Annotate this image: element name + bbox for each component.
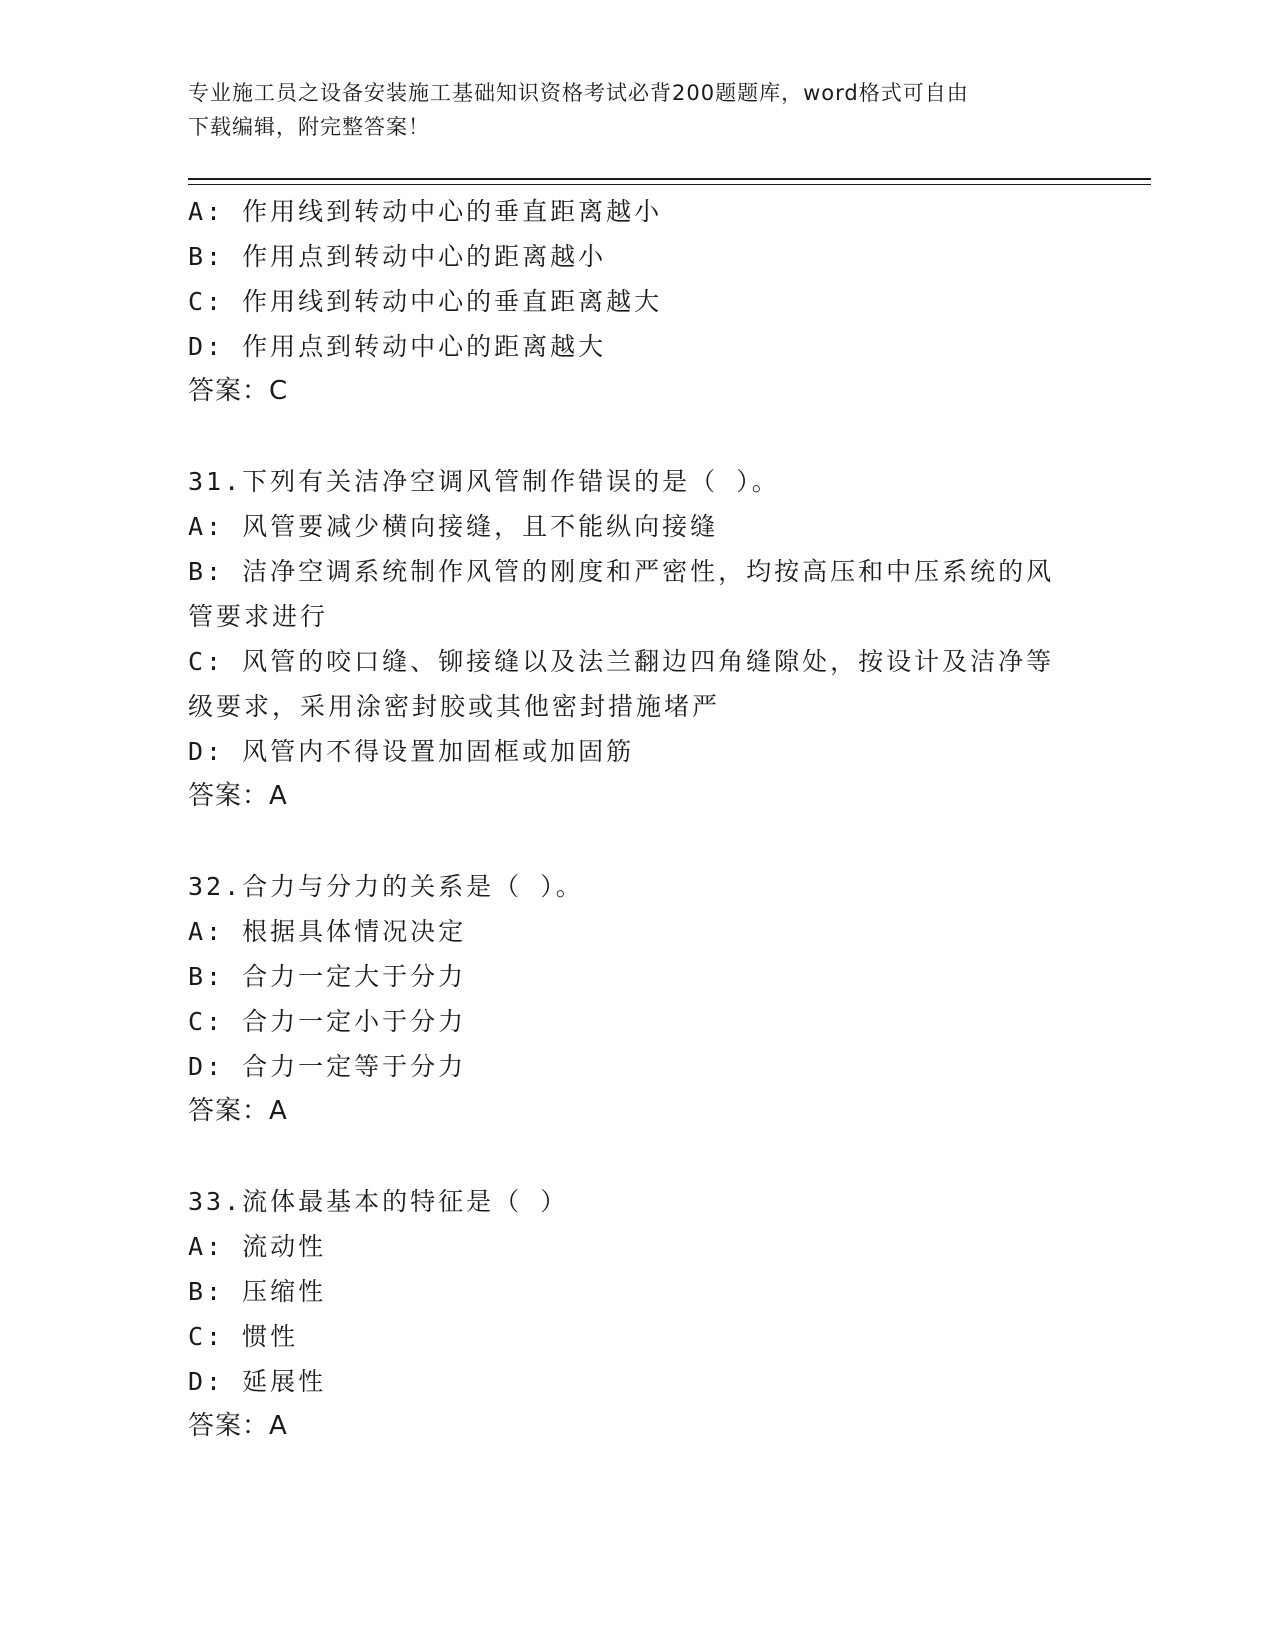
header-rule-thin bbox=[188, 184, 1151, 185]
question-33 bbox=[188, 1179, 1088, 1449]
option-a: A: 风管要减少横向接缝，且不能纵向接缝 bbox=[188, 512, 719, 541]
option-a: A: 根据具体情况决定 bbox=[188, 917, 467, 946]
question-text: 33.流体最基本的特征是（ ） bbox=[188, 1187, 569, 1216]
option-a: A: 作用线到转动中心的垂直距离越小 bbox=[188, 197, 663, 226]
answer: 答案：A bbox=[188, 1411, 288, 1441]
option-b: B: 压缩性 bbox=[188, 1277, 327, 1306]
option-a: A: 流动性 bbox=[188, 1232, 327, 1261]
question-32 bbox=[188, 864, 1088, 1134]
option-d: D: 合力一定等于分力 bbox=[188, 1052, 467, 1081]
option-c-line-2: 级要求，采用涂密封胶或其他密封措施堵严 bbox=[188, 692, 721, 721]
option-b: B: 作用点到转动中心的距离越小 bbox=[188, 242, 607, 271]
question-text: 31.下列有关洁净空调风管制作错误的是（ ）。 bbox=[188, 467, 780, 496]
option-c-line-1: C: 风管的咬口缝、铆接缝以及法兰翻边四角缝隙处，按设计及洁净等 bbox=[188, 647, 1055, 676]
option-c: C: 作用线到转动中心的垂直距离越大 bbox=[188, 287, 663, 316]
header-line-2: 下载编辑，附完整答案！ bbox=[188, 115, 430, 139]
option-d: D: 作用点到转动中心的距离越大 bbox=[188, 332, 607, 361]
question-31 bbox=[188, 459, 1088, 819]
option-d: D: 延展性 bbox=[188, 1367, 327, 1396]
spacer bbox=[188, 414, 1088, 459]
option-c: C: 惯性 bbox=[188, 1322, 299, 1351]
answer: 答案：A bbox=[188, 781, 288, 811]
spacer bbox=[188, 1134, 1088, 1179]
question-30 bbox=[188, 189, 1088, 414]
answer: 答案：A bbox=[188, 1096, 288, 1126]
option-b-line-2: 管要求进行 bbox=[188, 602, 329, 631]
option-c: C: 合力一定小于分力 bbox=[188, 1007, 467, 1036]
option-b-line-1: B: 洁净空调系统制作风管的刚度和严密性，均按高压和中压系统的风 bbox=[188, 557, 1055, 586]
header-line-1: 专业施工员之设备安装施工基础知识资格考试必背200题题库，word格式可自由 bbox=[188, 81, 969, 105]
spacer bbox=[188, 819, 1088, 864]
question-text: 32.合力与分力的关系是（ ）。 bbox=[188, 872, 584, 901]
answer: 答案：C bbox=[188, 376, 289, 406]
option-d: D: 风管内不得设置加固框或加固筋 bbox=[188, 737, 635, 766]
question-list bbox=[188, 189, 1088, 1449]
page-header bbox=[188, 76, 1088, 144]
header-rule-thick bbox=[188, 178, 1151, 180]
option-b: B: 合力一定大于分力 bbox=[188, 962, 467, 991]
